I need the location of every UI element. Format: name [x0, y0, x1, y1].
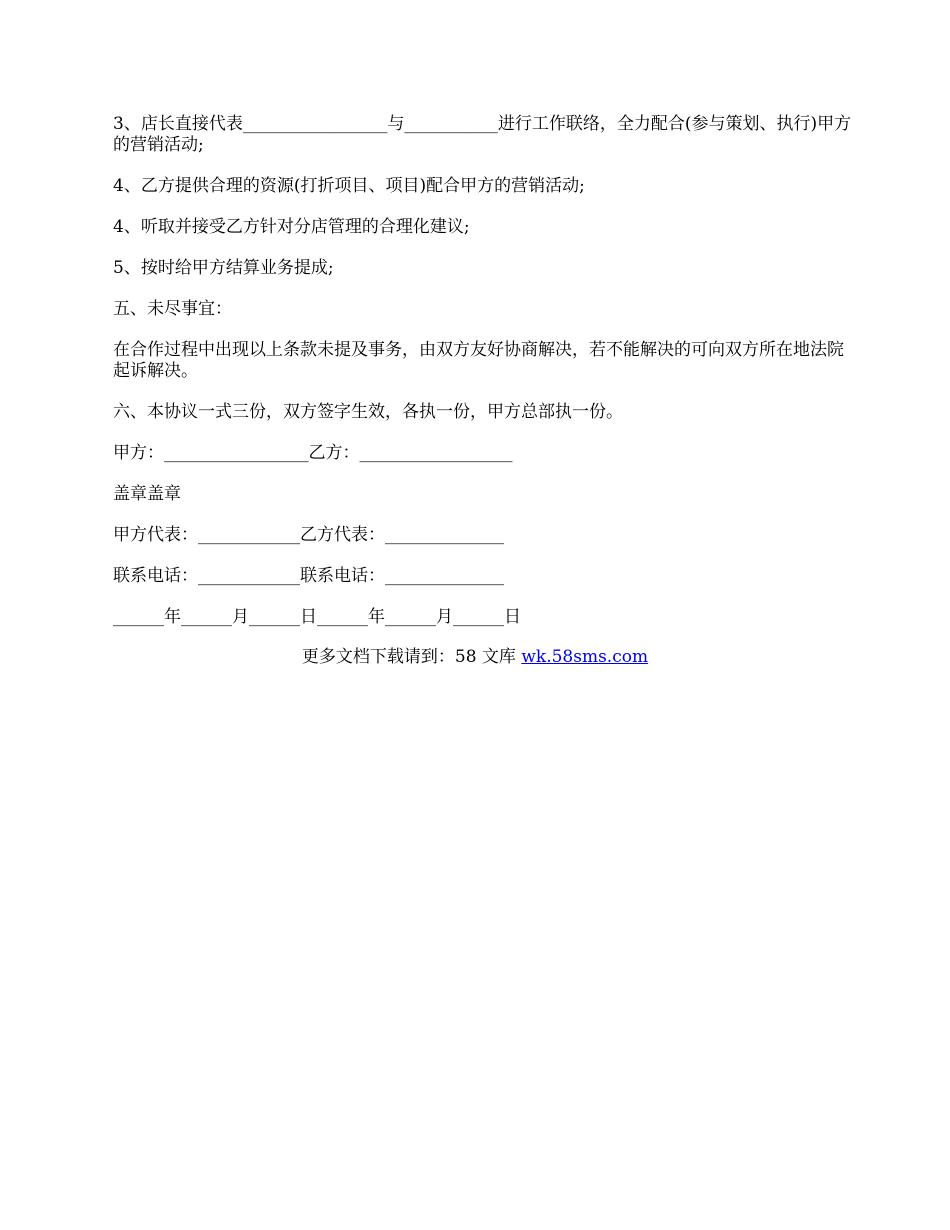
footer-text: 更多文档下载请到：58 文库: [301, 647, 522, 667]
section-5-body: 在合作过程中出现以上条款未提及事务，由双方友好协商解决，若不能解决的可向双方所在地法院起诉解决。: [113, 340, 844, 381]
seal-line: 盖章盖章: [113, 484, 181, 504]
representative-line: 甲方代表：____________乙方代表：______________: [113, 525, 504, 545]
phone-line: 联系电话：____________联系电话：______________: [113, 566, 504, 586]
date-line: ______年______月______日______年______月______日: [113, 607, 521, 627]
section-6-copies: 六、本协议一式三份，双方签字生效，各执一份，甲方总部执一份。: [113, 402, 623, 422]
clause-4-resources: 4、乙方提供合理的资源(打折项目、项目)配合甲方的营销活动;: [113, 176, 585, 196]
clause-5-settlement: 5、按时给甲方结算业务提成;: [113, 258, 334, 278]
footer-download-note: [0, 647, 950, 668]
clause-3-store-manager: 3、店长直接代表_________________与___________进行工作联络，全力配合(参与策划、执行)甲方的营销活动;: [113, 114, 852, 155]
clause-4-suggestions: 4、听取并接受乙方针对分店管理的合理化建议;: [113, 217, 470, 237]
section-5-heading: 五、未尽事宜：: [113, 299, 232, 319]
document-body: [113, 114, 853, 648]
footer-link[interactable]: wk.58sms.com: [521, 647, 649, 667]
signature-parties-line: 甲方：_________________乙方：__________________: [113, 443, 513, 463]
